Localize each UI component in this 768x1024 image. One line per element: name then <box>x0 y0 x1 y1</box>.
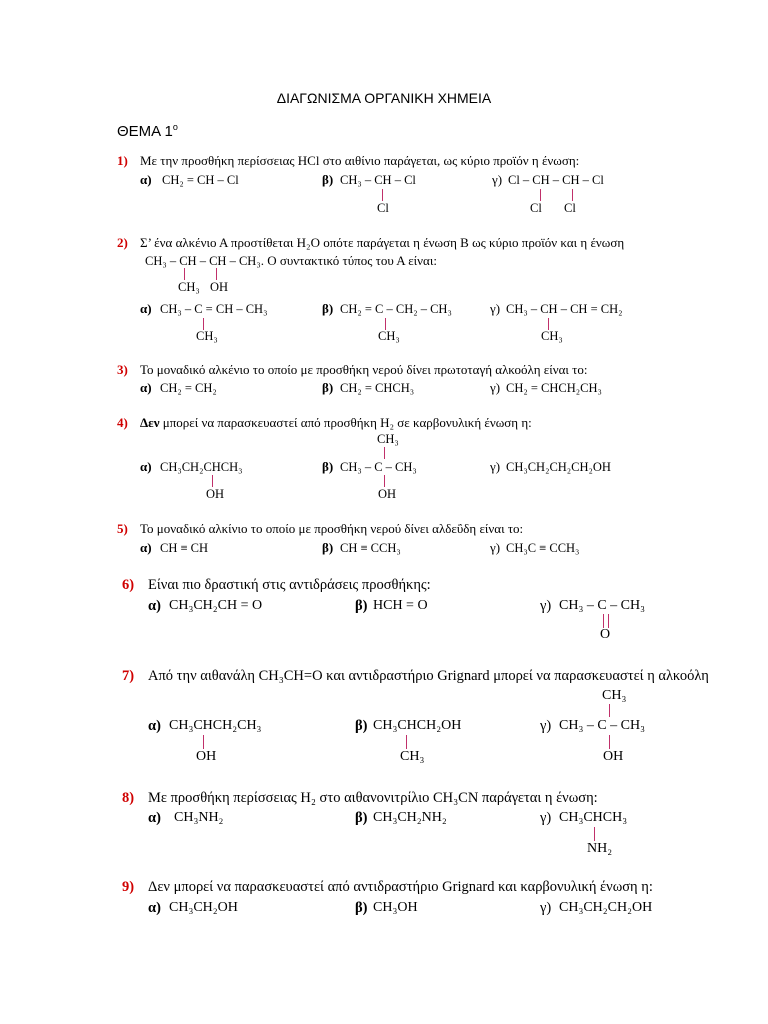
option-c-substituent: OH <box>603 749 624 764</box>
option-b-formula: CH₃ – C – CH₃ <box>340 460 417 474</box>
option-c-label: γ) <box>492 172 503 187</box>
option-a-formula: CH₃ – C = CH – CH₃ <box>160 302 268 316</box>
option-c-substituent: O <box>600 627 611 642</box>
question-number: 4) <box>117 415 128 430</box>
question-emphasis: Δεν <box>140 415 160 430</box>
option-a-substituent: OH <box>206 487 225 501</box>
question-number: 1) <box>117 153 128 168</box>
question-text-continued: . Ο συντακτικό τύπος του Α είναι: <box>260 253 437 268</box>
option-c-substituent: NH₂ <box>587 841 613 856</box>
section-heading-sup: ο <box>172 122 178 132</box>
option-a-substituent: CH₃ <box>196 329 218 343</box>
question-text: μπορεί να παρασκευαστεί από προσθήκη H₂ σε καρβονυλική ένωση η: <box>159 415 532 430</box>
option-b-label: β) <box>322 301 334 316</box>
option-c-label: γ) <box>540 718 552 734</box>
option-a-label: α) <box>148 900 161 916</box>
option-c-label: γ) <box>490 301 501 316</box>
bond-line <box>540 189 541 201</box>
option-a-label: α) <box>140 540 152 555</box>
section-heading-text: ΘΕΜΑ 1 <box>117 123 173 140</box>
bond-line <box>572 189 573 201</box>
option-a-label: α) <box>140 380 152 395</box>
option-b-formula: CH₃OH <box>373 900 418 915</box>
option-a-label: α) <box>140 459 152 474</box>
option-a-label: α) <box>140 301 152 316</box>
question-text: Σ’ ένα αλκένιο Α προστίθεται H₂O οπότε παράγεται η ένωση Β ως κύριο προϊόν και η ένωση <box>140 235 625 250</box>
question-number: 7) <box>122 668 135 684</box>
option-a-label: α) <box>140 172 152 187</box>
option-b-substituent: OH <box>378 487 397 501</box>
option-b-top-substituent: CH₃ <box>377 432 399 446</box>
option-b-formula: CH₃CHCH₂OH <box>373 718 462 733</box>
option-a-label: α) <box>148 718 161 734</box>
option-b-label: β) <box>322 459 334 474</box>
option-b-substituent: Cl <box>377 201 389 215</box>
option-a-label: α) <box>148 598 161 614</box>
option-c-label: γ) <box>540 900 552 916</box>
option-c-substituent: CH₃ <box>541 329 563 343</box>
option-b-label: β) <box>355 598 368 614</box>
option-c-formula: Cl – CH – CH – Cl <box>508 173 604 187</box>
option-c-substituent-1: Cl <box>530 201 542 215</box>
option-b-formula: HCH = O <box>373 598 428 613</box>
bond-line <box>382 189 383 201</box>
option-c-formula: CH₃ – C – CH₃ <box>559 598 645 613</box>
compound-b-formula: CH₃ – CH – CH – CH₃ <box>145 254 261 268</box>
option-a-formula: CH₃NH₂ <box>174 810 224 825</box>
question-text: Δεν μπορεί να παρασκευαστεί από αντιδραστήριο Grignard και καρβονυλική ένωση η: <box>148 879 653 895</box>
option-b-label: β) <box>355 718 368 734</box>
option-c-formula: CH₃CH₂CH₂CH₂OH <box>506 460 611 474</box>
option-b-formula: CH₃ – CH – Cl <box>340 173 416 187</box>
option-a-formula: CH₂ = CH – Cl <box>162 173 239 187</box>
option-a-formula: CH₂ = CH₂ <box>160 381 217 395</box>
option-c-top-substituent: CH₃ <box>602 688 627 703</box>
option-b-formula: CH₃CH₂NH₂ <box>373 810 447 825</box>
option-c-formula: CH₂ = CHCH₂CH₃ <box>506 381 602 395</box>
option-c-substituent-2: Cl <box>564 201 576 215</box>
option-a-formula: CH₃CHCH₂CH₃ <box>169 718 262 733</box>
page-title: ΔΙΑΓΩΝΙΣΜΑ ΟΡΓΑΝΙΚΗ ΧΗΜΕΙΑ <box>276 90 492 106</box>
question-number: 2) <box>117 235 128 250</box>
option-b-formula: CH₂ = C – CH₂ – CH₃ <box>340 302 452 316</box>
question-number: 5) <box>117 521 128 536</box>
option-b-label: β) <box>322 380 334 395</box>
bond-line <box>406 735 407 749</box>
bond-line <box>184 268 185 280</box>
bond-line <box>203 735 204 749</box>
option-b-formula: CH₂ = CHCH₃ <box>340 381 415 395</box>
bond-line <box>609 735 610 749</box>
question-text: Το μοναδικό αλκένιο το οποίο με προσθήκη νερού δίνει πρωτοταγή αλκοόλη είναι το: <box>140 362 588 377</box>
option-a-formula: CH₃CH₂OH <box>169 900 238 915</box>
option-c-label: γ) <box>540 810 552 826</box>
question-text: Το μοναδικό αλκίνιο το οποίο με προσθήκη νερού δίνει αλδεΰδη είναι το: <box>140 521 524 536</box>
compound-b-substituent-1: CH₃ <box>178 280 200 294</box>
question-text: Με προσθήκη περίσσειας H₂ στο αιθανονιτρίλιο CH₃CN παράγεται η ένωση: <box>148 790 598 806</box>
bond-line <box>212 475 213 487</box>
option-a-substituent: OH <box>196 749 217 764</box>
bond-line <box>384 447 385 459</box>
question-text: Με την προσθήκη περίσσειας HCl στο αιθίνιο παράγεται, ως κύριο προϊόν η ένωση: <box>140 153 580 168</box>
question-number: 9) <box>122 879 135 895</box>
option-c-formula: CH₃ – C – CH₃ <box>559 718 645 733</box>
option-b-label: β) <box>322 540 334 555</box>
option-c-formula: CH₃ – CH – CH = CH₂ <box>506 302 623 316</box>
bond-line <box>384 475 385 487</box>
question-number: 8) <box>122 790 135 806</box>
option-a-formula: CH₃CH₂CH = O <box>169 598 263 613</box>
option-c-label: γ) <box>490 540 501 555</box>
option-a-label: α) <box>148 810 161 826</box>
option-b-label: β) <box>322 172 334 187</box>
option-c-label: γ) <box>490 459 501 474</box>
bond-line <box>216 268 217 280</box>
option-b-label: β) <box>355 900 368 916</box>
option-b-substituent: CH₃ <box>400 749 425 764</box>
question-text: Είναι πιο δραστική στις αντιδράσεις προσθήκης: <box>148 577 431 593</box>
option-a-formula: CH ≡ CH <box>160 541 209 555</box>
compound-b-substituent-2: OH <box>210 280 229 294</box>
bond-line <box>594 827 595 841</box>
option-c-formula: CH₃C ≡ CCH₃ <box>506 541 580 555</box>
question-number: 6) <box>122 577 135 593</box>
option-a-formula: CH₃CH₂CHCH₃ <box>160 460 243 474</box>
option-c-label: γ) <box>490 380 501 395</box>
double-bond-line <box>603 614 609 628</box>
section-heading <box>117 122 178 140</box>
question-number: 3) <box>117 362 128 377</box>
option-b-formula: CH ≡ CCH₃ <box>340 541 401 555</box>
bond-line <box>609 704 610 717</box>
option-c-formula: CH₃CHCH₃ <box>559 810 628 825</box>
option-c-formula: CH₃CH₂CH₂OH <box>559 900 653 915</box>
option-b-substituent: CH₃ <box>378 329 400 343</box>
option-c-label: γ) <box>540 598 552 614</box>
question-text: Από την αιθανάλη CH₃CH=O και αντιδραστήριο Grignard μπορεί να παρασκευαστεί η αλκοόλη <box>148 668 709 684</box>
option-b-label: β) <box>355 810 368 826</box>
